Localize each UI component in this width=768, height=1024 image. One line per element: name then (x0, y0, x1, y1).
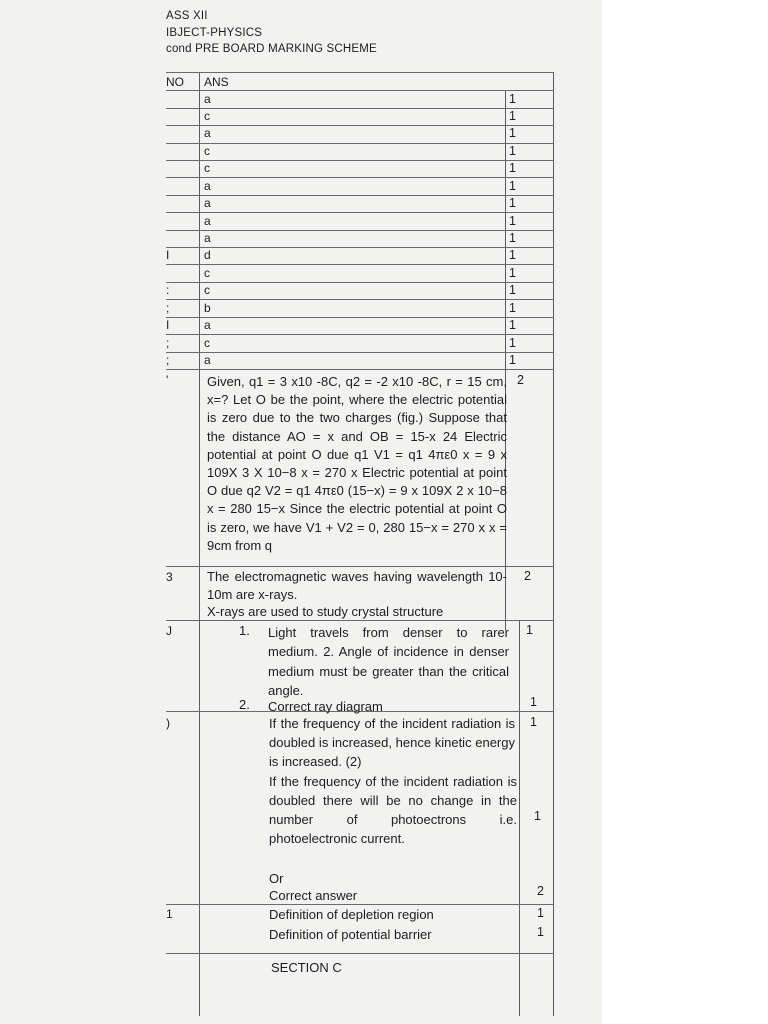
answer-option: c (204, 266, 210, 280)
answer-option: c (204, 283, 210, 297)
row-line (166, 247, 554, 248)
answer-text: Correct ray diagram (268, 699, 383, 714)
col-divider-mark-lower (553, 382, 554, 1016)
row-line (166, 195, 554, 196)
row-line (166, 282, 554, 283)
background-margin (602, 0, 768, 1024)
question-number: ; (166, 336, 170, 350)
col-header-ans: ANS (204, 75, 229, 89)
mark-value: 1 (509, 231, 516, 245)
answer-option: a (204, 214, 211, 228)
row-line (166, 177, 554, 178)
answer-option: d (204, 248, 211, 262)
row-line (166, 369, 554, 370)
answer-option: a (204, 126, 211, 140)
mark-value: 1 (509, 353, 516, 367)
mark-value: 1 (509, 266, 516, 280)
mark-value: 1 (509, 161, 516, 175)
row-line (166, 953, 554, 954)
answer-text: Definition of depletion region (269, 907, 434, 922)
mark-value: 1 (509, 248, 516, 262)
answer-text: The electromagnetic waves having wavelength 10-10m are x-rays. (207, 569, 507, 603)
question-number: ' (166, 373, 169, 387)
answer-text: If the frequency of the incident radiation is doubled there will be no change in the number of photoectrons i.e. photoelectronic current. (269, 774, 517, 846)
question-number: ; (166, 353, 170, 367)
row-line (166, 108, 554, 109)
mark-value: 1 (509, 318, 516, 332)
mark-value: 1 (509, 109, 516, 123)
row-line (166, 212, 554, 213)
mark-value: 1 (537, 906, 544, 920)
row-line (166, 125, 554, 126)
row-line (166, 143, 554, 144)
answer-option: a (204, 92, 211, 106)
mark-value: 1 (530, 715, 537, 729)
answer-option: a (204, 318, 211, 332)
list-number: 1. (239, 623, 250, 638)
answer-option: c (204, 144, 210, 158)
answer-option: b (204, 301, 211, 315)
mark-value: 1 (509, 214, 516, 228)
question-number: I (166, 248, 170, 262)
answer-option: a (204, 353, 211, 367)
mark-value: 1 (509, 196, 516, 210)
class-heading: ASS XII (166, 10, 208, 22)
answer-text: Definition of potential barrier (269, 927, 432, 942)
question-number: I (166, 318, 170, 332)
mark-value: 1 (509, 179, 516, 193)
answer-text: Light travels from denser to rarer medium. 2. Angle of incidence in denser medium must be greater than the critical angle. (268, 625, 509, 699)
row-line (166, 334, 554, 335)
question-number: 3 (166, 570, 173, 584)
mark-value: 2 (524, 569, 531, 583)
answer-text: X-rays are used to study crystal structure (207, 604, 444, 619)
row-line (166, 264, 554, 265)
answer-option: a (204, 179, 211, 193)
or-text: Or (269, 871, 284, 886)
list-number: 2. (239, 697, 250, 712)
answer-option: c (204, 161, 210, 175)
question-number: 1 (166, 907, 173, 921)
mark-value: 1 (526, 623, 533, 637)
row-line (166, 317, 554, 318)
row-line (166, 230, 554, 231)
mark-value: 1 (509, 92, 516, 106)
answer-option: c (204, 336, 210, 350)
answer-option: a (204, 196, 211, 210)
scheme-heading: cond PRE BOARD MARKING SCHEME (166, 43, 377, 55)
col-header-no: NO (166, 75, 184, 89)
section-heading: SECTION C (271, 960, 342, 975)
row-line (166, 160, 554, 161)
answer-option: a (204, 231, 211, 245)
mark-value: 2 (517, 373, 524, 387)
subject-heading: IBJECT-PHYSICS (166, 27, 263, 39)
mark-value: 2 (537, 884, 544, 898)
question-number: ; (166, 301, 170, 315)
answer-text: Correct answer (269, 888, 358, 903)
mark-value: 1 (509, 283, 516, 297)
answer-text: If the frequency of the incident radiation is doubled is increased, hence kinetic energy is increased. (2) (269, 716, 515, 769)
row-line (166, 352, 554, 353)
mark-value: 1 (534, 809, 541, 823)
question-number: ) (166, 716, 170, 730)
mark-value: 1 (509, 336, 516, 350)
row-line (166, 299, 554, 300)
mark-value: 1 (537, 925, 544, 939)
col-divider-no (199, 72, 200, 1016)
row-line (166, 566, 554, 567)
mark-value: 1 (509, 126, 516, 140)
question-number: J (166, 624, 172, 638)
mark-value: 1 (509, 144, 516, 158)
answer-option: c (204, 109, 210, 123)
mark-value: 1 (509, 301, 516, 315)
col-divider-mark (553, 72, 554, 382)
col-divider-ans-lower (519, 620, 520, 1016)
answer-text: Given, q1 = 3 x10 -8C, q2 = -2 x10 -8C, r = 15 cm, x=? Let O be the point, where the electric potential is zero due to the two charges (fig.) Suppose that the distance AO = x and OB = 15-x 24 Electric potential at point O due q1 V1 = q1 4πε0 x = 9 x 109X 3 X 10−8 x = 270 x Electric potential at point O due q2 V2 = q1 4πε0 (15−x) = 9 x 109X 2 x 10−8 x = 280 15−x Since the electric potential at point O is zero, we have V1 + V2 = 0, 280 15−x = 270 x x = 9cm from q (207, 374, 507, 553)
mark-value: 1 (530, 695, 537, 709)
question-number: : (166, 283, 170, 297)
